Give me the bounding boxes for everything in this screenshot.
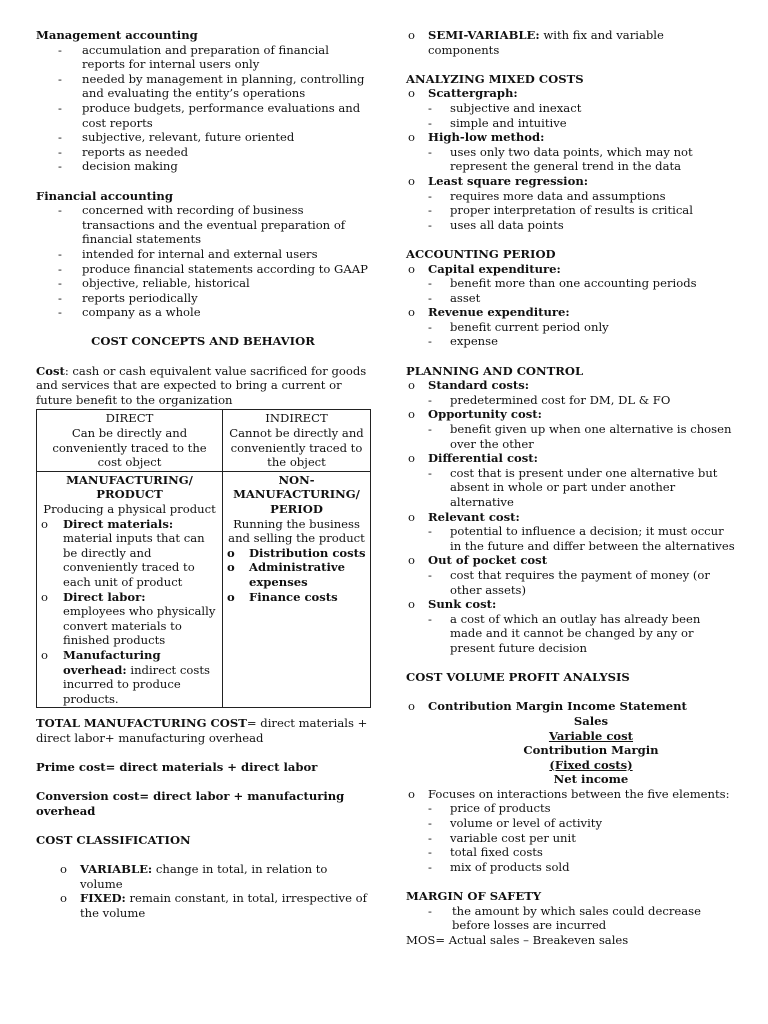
sub-item: - potential to influence a decision; it must occur in the future and differ between the alternatives xyxy=(428,524,736,553)
list-item xyxy=(36,891,370,920)
list-item: - reports as needed xyxy=(36,145,370,160)
list-item xyxy=(406,378,736,407)
mfg-desc: Producing a physical product xyxy=(43,502,216,516)
item-label: Manufacturing overhead: xyxy=(63,647,161,677)
indirect-cell xyxy=(223,410,371,471)
focus-text: Focuses on interactions between the five elements: xyxy=(428,786,730,801)
list-item: - concerned with recording of business transactions and the eventual preparation of financial statements xyxy=(36,203,370,247)
cost-def-text: : cash or cash equivalent value sacrificed for goods and services that are expected to bring a current or future benefit to the organization xyxy=(36,363,367,407)
item-label: Relevant cost: xyxy=(428,509,520,524)
list-item xyxy=(406,451,736,509)
planning-list xyxy=(406,378,736,655)
statement-line: Variable cost xyxy=(548,728,634,743)
list-item: - intended for internal and external users xyxy=(36,247,370,262)
accounting-period-heading: ACCOUNTING PERIOD xyxy=(406,246,556,261)
nonmfg-title: NON-MANUFACTURING/ PERIOD xyxy=(233,472,360,516)
cm-label: Contribution Margin Income Statement xyxy=(428,699,687,714)
sub-item: - a cost of which an outlay has already been made and it cannot be changed by any or present future decision xyxy=(428,612,736,656)
sub-item: - subjective and inexact xyxy=(428,101,736,116)
item-text: with fix and variable components xyxy=(428,28,664,57)
item-label: Differential cost: xyxy=(428,451,538,466)
list-item: - the amount by which sales could decrease before losses are incurred xyxy=(406,904,736,933)
item-label: SEMI-VARIABLE: xyxy=(428,28,540,42)
statement-line: (Fixed costs) xyxy=(549,757,633,772)
item-label: Direct labor: xyxy=(63,589,146,604)
cost-label: Cost xyxy=(36,363,65,378)
sub-item: - benefit more than one accounting periods xyxy=(428,276,736,291)
sub-item: - price of products xyxy=(428,801,736,816)
financial-title: Financial accounting xyxy=(36,188,173,203)
list-item xyxy=(406,597,736,655)
cost-table xyxy=(36,409,371,708)
list-item xyxy=(36,862,370,891)
sub-item: - benefit current period only xyxy=(428,320,736,335)
item-label: Opportunity cost: xyxy=(428,407,542,422)
item-label: Capital expenditure: xyxy=(428,261,561,276)
item-label: Revenue expenditure: xyxy=(428,305,570,320)
mfg-title: MANUFACTURING/ PRODUCT xyxy=(66,472,193,502)
cvp-list xyxy=(406,699,736,714)
sub-item: - total fixed costs xyxy=(428,845,736,860)
list-item xyxy=(41,517,218,590)
item-label: Least square regression: xyxy=(428,173,589,188)
left-column xyxy=(36,28,370,921)
list-item: - decision making xyxy=(36,159,370,174)
conversion-cost: Conversion cost= direct labor + manufacturing overhead xyxy=(36,789,345,818)
cost-definition xyxy=(36,364,370,408)
list-item xyxy=(406,787,736,875)
list-item xyxy=(41,648,218,706)
list-item: - reports periodically xyxy=(36,291,370,306)
list-item xyxy=(406,174,736,232)
mos-list xyxy=(406,904,736,933)
list-item: - needed by management in planning, controlling and evaluating the entity’s operations xyxy=(36,72,370,101)
sub-item: - expense xyxy=(428,334,736,349)
item-label: Direct materials: xyxy=(63,516,174,531)
sub-item: - predetermined cost for DM, DL & FO xyxy=(428,393,736,408)
item-text: employees who physically convert materials to finished products xyxy=(63,604,216,648)
item-text: material inputs that can be directly and conveniently traced to each unit of product xyxy=(63,531,205,589)
item-label: Standard costs: xyxy=(428,378,530,393)
statement-line: Contribution Margin xyxy=(523,743,659,758)
financial-list xyxy=(36,203,370,320)
sub-item: - uses all data points xyxy=(428,218,736,233)
list-item xyxy=(406,86,736,130)
list-item: o Administrative expenses xyxy=(227,560,366,589)
sub-item: - proper interpretation of results is critical xyxy=(428,203,736,218)
mos-heading: MARGIN OF SAFETY xyxy=(406,889,542,904)
list-item: - accumulation and preparation of financial reports for internal users only xyxy=(36,43,370,72)
management-title: Management accounting xyxy=(36,28,198,42)
item-label: Sunk cost: xyxy=(428,597,497,612)
indirect-desc: Cannot be directly and conveniently traced to the object xyxy=(229,426,364,470)
list-item xyxy=(406,407,736,451)
cm-statement xyxy=(446,714,736,787)
item-label: Out of pocket cost xyxy=(428,553,548,568)
statement-line: Sales xyxy=(573,713,609,728)
item-label: VARIABLE: xyxy=(80,862,153,877)
tmc-text: = direct materials + direct labor+ manufacturing overhead xyxy=(36,716,368,745)
list-item xyxy=(384,28,736,57)
cost-concepts-heading: COST CONCEPTS AND BEHAVIOR xyxy=(91,334,315,349)
sub-item: - variable cost per unit xyxy=(428,831,736,846)
management-list xyxy=(36,43,370,174)
mfg-list xyxy=(41,517,218,707)
sub-item: - cost that requires the payment of money (or other assets) xyxy=(428,568,736,597)
cvp-focus-list xyxy=(406,787,736,875)
item-text: remain constant, in total, irrespective of the volume xyxy=(80,891,367,921)
classification-heading: COST CLASSIFICATION xyxy=(36,833,191,848)
classification-list-cont xyxy=(384,28,736,57)
list-item xyxy=(406,305,736,349)
item-text: change in total, in relation to volume xyxy=(80,862,328,891)
list-item xyxy=(406,553,736,597)
item-label: Scattergraph: xyxy=(428,86,518,101)
sub-item: - asset xyxy=(428,291,736,306)
planning-heading: PLANNING AND CONTROL xyxy=(406,363,584,378)
mixed-costs-heading: ANALYZING MIXED COSTS xyxy=(406,71,584,86)
accounting-period-list xyxy=(406,262,736,350)
sub-item: - requires more data and assumptions xyxy=(428,189,736,204)
item-label: High-low method: xyxy=(428,130,545,145)
list-item xyxy=(406,510,736,554)
direct-desc: Can be directly and conveniently traced to the cost object xyxy=(52,426,207,470)
list-item: - produce budgets, performance evaluations and cost reports xyxy=(36,101,370,130)
classification-list xyxy=(36,862,370,920)
list-item xyxy=(406,262,736,306)
direct-cell xyxy=(37,410,223,471)
list-item: o Finance costs xyxy=(227,590,366,605)
direct-title: DIRECT xyxy=(105,411,154,426)
tmc-label: TOTAL MANUFACTURING COST xyxy=(36,716,247,731)
cvp-heading: COST VOLUME PROFIT ANALYSIS xyxy=(406,670,630,685)
list-item: o Distribution costs xyxy=(227,546,366,561)
total-manufacturing-cost xyxy=(36,716,370,745)
list-item: - objective, reliable, historical xyxy=(36,276,370,291)
mixed-costs-list xyxy=(406,86,736,232)
nonmfg-desc: Running the business and selling the product xyxy=(228,516,365,546)
list-item xyxy=(41,590,218,648)
non-manufacturing-cell xyxy=(223,471,371,708)
prime-cost: Prime cost= direct materials + direct labor xyxy=(36,760,318,775)
sub-item: - cost that is present under one alternative but absent in whole or part under another alternative xyxy=(428,466,736,510)
list-item: - produce financial statements according to GAAP xyxy=(36,262,370,277)
item-text: indirect costs incurred to produce products. xyxy=(63,662,210,706)
sub-item: - simple and intuitive xyxy=(428,116,736,131)
statement-line: Net income xyxy=(553,772,629,787)
list-item xyxy=(406,699,736,714)
list-item xyxy=(406,130,736,174)
sub-item: - mix of products sold xyxy=(428,860,736,875)
list-item: - company as a whole xyxy=(36,305,370,320)
list-item: - subjective, relevant, future oriented xyxy=(36,130,370,145)
mos-formula: MOS= Actual sales – Breakeven sales xyxy=(406,932,629,947)
sub-item: - volume or level of activity xyxy=(428,816,736,831)
nonmfg-list xyxy=(227,546,366,604)
manufacturing-cell xyxy=(37,471,223,708)
right-column xyxy=(406,28,736,947)
sub-item: - uses only two data points, which may not represent the general trend in the data xyxy=(428,145,736,174)
indirect-title: INDIRECT xyxy=(265,411,328,426)
sub-item: - benefit given up when one alternative is chosen over the other xyxy=(428,422,736,451)
item-label: FIXED: xyxy=(80,891,126,906)
